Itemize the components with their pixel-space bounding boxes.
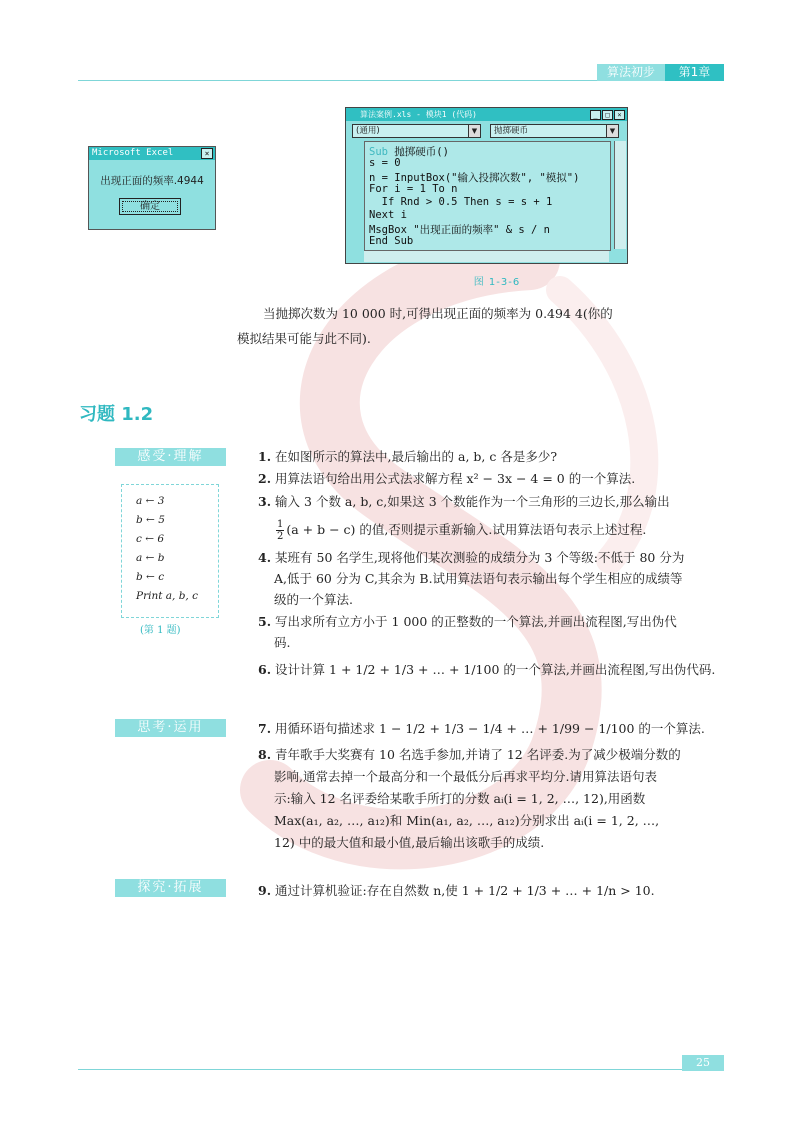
algorithm-line: b ← 5 [136, 514, 165, 526]
code-line: Sub 抛掷硬币() [369, 146, 449, 158]
code-line: For i = 1 To n [369, 183, 458, 195]
object-dropdown-value: (通用) [356, 126, 380, 136]
question-text: 某班有 50 名学生,现将他们某次测验的成绩分为 3 个等级:不低于 80 分为 [275, 550, 685, 565]
code-line-text: 抛掷硬币() [394, 146, 449, 158]
algorithm-caption: (第 1 题) [140, 625, 181, 636]
question-8-cont: 示:输入 12 名评委给某歌手所打的分数 aᵢ(i = 1, 2, …, 12),用函数 [274, 791, 646, 806]
vertical-scrollbar[interactable] [614, 141, 626, 249]
horizontal-scrollbar[interactable] [364, 250, 609, 262]
close-icon[interactable]: × [614, 110, 625, 120]
codewin-titlebar [346, 108, 627, 121]
category-tag-exploration: 探究·拓展 [115, 879, 226, 897]
question-text: 设计计算 1 + 1/2 + 1/3 + … + 1/100 的一个算法,并画出流程图,写出伪代码. [275, 662, 716, 677]
result-text-line-1: 当抛掷次数为 10 000 时,可得出现正面的频率为 0.494 4(你的 [263, 306, 613, 321]
page-number: 25 [682, 1055, 724, 1071]
code-line: MsgBox "出现正面的频率" & s / n [369, 224, 550, 236]
algorithm-box [121, 484, 219, 618]
footer-rule [78, 1069, 724, 1070]
question-text: 用算法语句给出用公式法求解方程 x² − 3x − 4 = 0 的一个算法. [275, 471, 636, 486]
procedure-dropdown-value: 抛掷硬币 [494, 126, 529, 136]
question-text: 青年歌手大奖赛有 10 名选手参加,并请了 12 名评委.为了减少极端分数的 [275, 747, 681, 762]
category-tag-understanding: 感受·理解 [115, 448, 226, 466]
chevron-down-icon[interactable]: ▼ [606, 125, 618, 137]
code-line: End Sub [369, 235, 414, 247]
code-editor[interactable] [364, 141, 611, 251]
code-line: If Rnd > 0.5 Then s = s + 1 [369, 196, 553, 208]
codewin-title: 算法案例.xls - 模块1 (代码) [360, 110, 477, 119]
close-icon[interactable]: × [201, 148, 213, 159]
vba-code-window [345, 107, 628, 264]
category-tag-application: 思考·运用 [115, 719, 226, 737]
algorithm-line: Print a, b, c [136, 590, 198, 602]
code-line: Next i [369, 209, 407, 221]
question-3-cont [274, 519, 646, 542]
exercise-section-title: 习题 1.2 [79, 404, 154, 425]
question-text: 在如图所示的算法中,最后输出的 a, b, c 各是多少? [275, 449, 558, 464]
header-chapter: 算法初步 [597, 64, 665, 81]
question-2: 2. 用算法语句给出用公式法求解方程 x² − 3x − 4 = 0 的一个算法. [258, 471, 636, 486]
figure-caption: 图 1-3-6 [473, 277, 521, 288]
question-text: (a + b − c) 的值,否则提示重新输入.试用算法语句表示上述过程. [286, 522, 647, 537]
result-text-line-2: 模拟结果可能与此不同). [237, 331, 371, 346]
question-1: 1. 在如图所示的算法中,最后输出的 a, b, c 各是多少? [258, 449, 558, 464]
question-text: 通过计算机验证:存在自然数 n,使 1 + 1/2 + 1/3 + … + 1/n > 10. [275, 883, 655, 898]
code-line: n = InputBox("输入投掷次数", "模拟") [369, 172, 580, 184]
question-8-cont: 影响,通常去掉一个最高分和一个最低分后再求平均分.请用算法语句表 [274, 769, 657, 784]
fraction: $\frac{1}{2}$ [277, 519, 284, 542]
question-4-cont: 级的一个算法. [274, 592, 353, 607]
code-line: s = 0 [369, 157, 401, 169]
object-dropdown[interactable] [352, 124, 481, 138]
msgbox-message: 出现正面的频率.4944 [100, 175, 204, 187]
question-8-cont: Max(a₁, a₂, …, a₁₂)和 Min(a₁, a₂, …, a₁₂)分别求出 aᵢ(i = 1, 2, …, [274, 813, 660, 828]
header-section: 第1章 [665, 64, 724, 81]
question-text: 输入 3 个数 a, b, c,如果这 3 个数能作为一个三角形的三边长,那么输出 [275, 494, 670, 509]
minimize-icon[interactable]: _ [590, 110, 601, 120]
maximize-icon[interactable]: □ [602, 110, 613, 120]
msgbox-titlebar [89, 147, 215, 160]
question-8-cont: 12) 中的最大值和最小值,最后输出该歌手的成绩. [274, 835, 545, 850]
question-5: 5. 写出求所有立方小于 1 000 的正整数的一个算法,并画出流程图,写出伪代 [258, 614, 677, 629]
question-text: 用循环语句描述求 1 − 1/2 + 1/3 − 1/4 + … + 1/99 − 1/100 的一个算法. [275, 721, 705, 736]
algorithm-line: a ← 3 [136, 495, 165, 507]
msgbox-title: Microsoft Excel [92, 148, 174, 158]
question-4: 4. 某班有 50 名学生,现将他们某次测验的成绩分为 3 个等级:不低于 80 分为 [258, 550, 685, 565]
question-7: 7. 用循环语句描述求 1 − 1/2 + 1/3 − 1/4 + … + 1/99 − 1/100 的一个算法. [258, 721, 705, 736]
excel-message-box [88, 146, 216, 230]
procedure-dropdown[interactable] [490, 124, 619, 138]
algorithm-line: c ← 6 [136, 533, 165, 545]
question-4-cont: A,低于 60 分为 C,其余为 B.试用算法语句表示输出每个学生相应的成绩等 [274, 571, 683, 586]
algorithm-line: b ← c [136, 571, 165, 583]
question-9: 9. 通过计算机验证:存在自然数 n,使 1 + 1/2 + 1/3 + … + 1/n > 10. [258, 883, 655, 898]
question-3: 3. 输入 3 个数 a, b, c,如果这 3 个数能作为一个三角形的三边长,那么输出 [258, 494, 670, 509]
question-text: 写出求所有立方小于 1 000 的正整数的一个算法,并画出流程图,写出伪代 [275, 614, 677, 629]
algorithm-line: a ← b [136, 552, 165, 564]
question-5-cont: 码. [274, 635, 291, 650]
question-8: 8. 青年歌手大奖赛有 10 名选手参加,并请了 12 名评委.为了减少极端分数的 [258, 747, 681, 762]
question-6: 6. 设计计算 1 + 1/2 + 1/3 + … + 1/100 的一个算法,并画出流程图,写出伪代码. [258, 662, 716, 677]
ok-button[interactable]: 确定 [119, 198, 181, 215]
chevron-down-icon[interactable]: ▼ [468, 125, 480, 137]
